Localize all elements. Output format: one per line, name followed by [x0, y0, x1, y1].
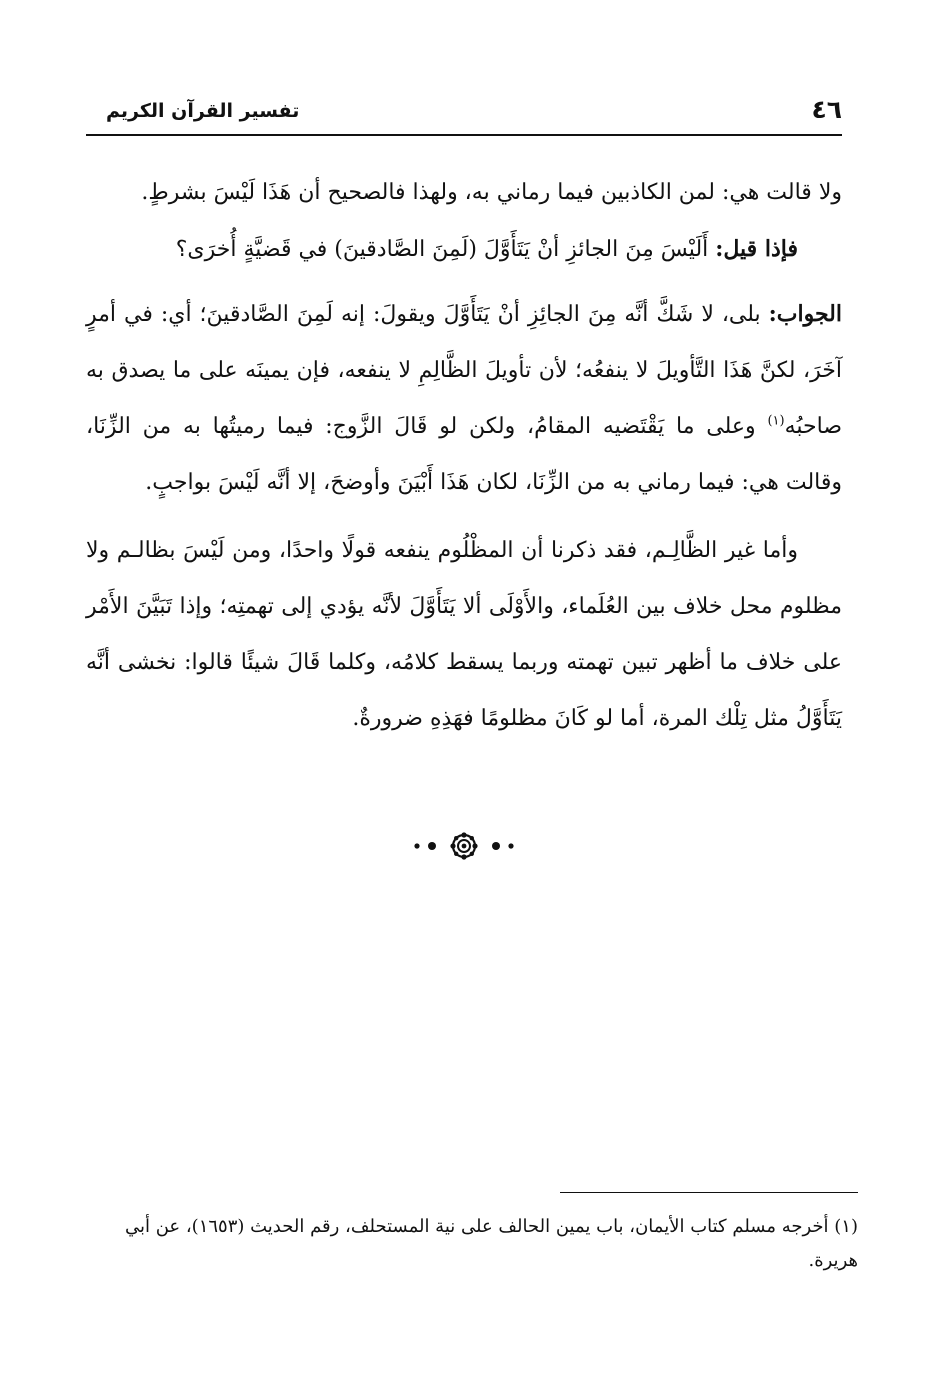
- footnote-separator: [560, 1192, 858, 1193]
- footnote: [86, 1210, 858, 1278]
- page-number: ٤٦: [811, 95, 842, 124]
- header-rule: [86, 134, 842, 136]
- answer-text-part-1: بلى، لا شَكَّ أنَّه مِنَ الجائِزِ أنْ يَتَأَوَّلَ ويقولَ: إنه لَمِنَ الصَّادقينَ؛ أي: في أمرٍ آخَرَ، لكنَّ هَذَا التَّأويلَ لا ينفعُه؛ لأن تأويلَ الظَّالِمِ لا ينفعه، فإن يمينَه على ما يصدق به صاحبُه: [86, 302, 843, 439]
- footnote-reference[interactable]: (١): [767, 413, 785, 429]
- paragraph-answer: [86, 286, 842, 511]
- page-header: [86, 92, 842, 136]
- question-label: فإذا قيل:: [715, 236, 798, 262]
- floral-ornament-icon: [409, 831, 519, 861]
- paragraph-4: وأما غير الظَّالِـم، فقد ذكرنا أن المظْلُوم ينفعه قولًا واحدًا، ومن لَيْسَ بظالـم ولا مظلوم محل خلاف بين العُلَماء، والأَوْلَى ألا يَتَأَوَّلَ لأنَّه يؤدي إلى تهمتِه؛ وإذا تَبَيَّنَ الأَمْر على خلاف ما أظهر تبين تهمته وربما يسقط كلامُه، وكلما قَالَ شيئًا قالوا: نخشى أنَّه يَتَأَوَّلُ مثل تِلْك المرة، أما لو كَانَ مظلومًا فهَذِهِ ضرورةٌ.: [86, 538, 842, 731]
- question-text: أَلَيْسَ مِنَ الجائزِ أنْ يَتَأَوَّلَ (لَمِنَ الصَّادقينَ) في قَضيَّةٍ أُخرَى؟: [175, 237, 709, 262]
- footnote-text: (١) أخرجه مسلم كتاب الأيمان، باب يمين الحالف على نية المستحلف، رقم الحديث (١٦٥٣)، عن أبي هريرة.: [124, 1216, 858, 1271]
- running-title: تفسير القرآن الكريم: [106, 100, 300, 122]
- section-ornament: [86, 826, 842, 866]
- paragraph-1: ولا قالت هي: لمن الكاذبين فيما رماني به، ولهذا فالصحيح أن هَذَا لَيْسَ بشرطٍ.: [141, 180, 842, 205]
- paragraph-question: [86, 221, 842, 278]
- answer-label: الجواب:: [768, 301, 842, 327]
- answer-text-part-2: وعلى ما يَقْتَضيه المقامُ، ولكن لو قَالَ الزَّوج: فيما رميتُها به من الزِّنَا، وقالت هي: فيما رماني به من الزِّنَا، لكان هَذَا أَبْيَنَ وأوضحَ، إلا أنَّه لَيْسَ بواجبٍ.: [86, 414, 842, 495]
- main-text: [86, 165, 842, 747]
